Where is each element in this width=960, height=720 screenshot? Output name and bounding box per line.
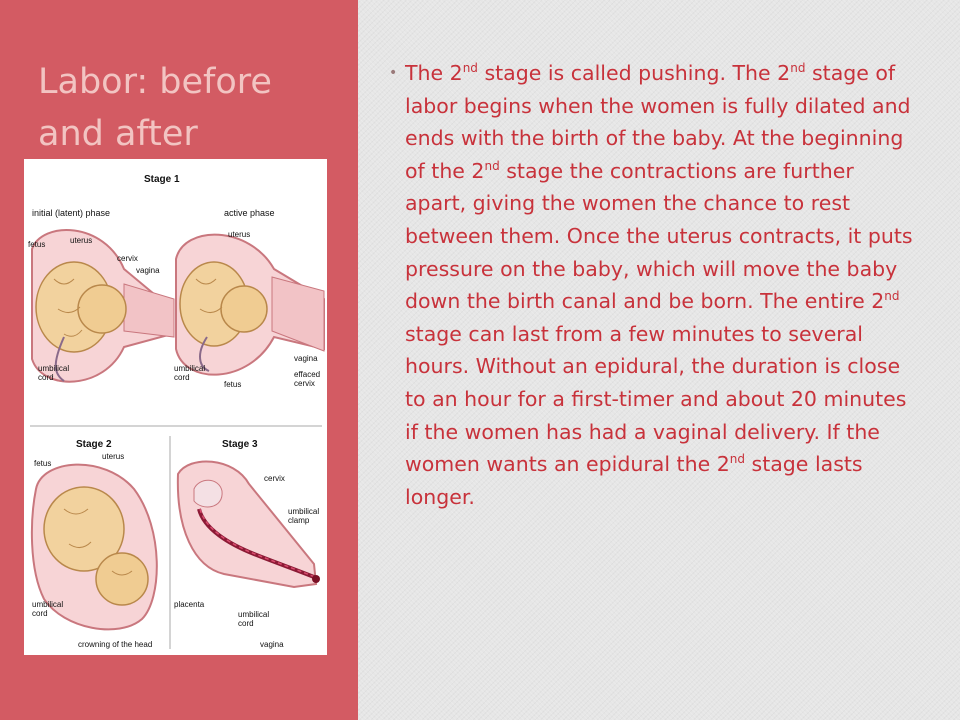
body-seg-10: stage lasts longer. xyxy=(405,452,863,509)
label-clamp2-p4: clamp xyxy=(288,516,310,525)
labor-stages-figure xyxy=(24,159,327,655)
label-cord1-p1: umbilical xyxy=(38,364,70,373)
phase-active-label: active phase xyxy=(224,208,275,218)
label-cord1-p2: umbilical xyxy=(174,364,206,373)
stage2-heading: Stage 2 xyxy=(76,439,112,450)
label-placenta-p4: placenta xyxy=(174,600,205,609)
label-uterus-p1: uterus xyxy=(70,236,93,245)
label-uterus-p2: uterus xyxy=(228,230,251,239)
body-sup-9: nd xyxy=(729,452,745,467)
body-sup-1: nd xyxy=(462,61,478,76)
label-cord1-p3: umbilical xyxy=(32,600,64,609)
label-fetus-p2: fetus xyxy=(224,380,242,389)
bullet-icon: • xyxy=(389,65,398,81)
body-seg-8: stage can last from a few minutes to several hours. Without an epidural, the duration is close to an hour for a first-timer and about 20 minutes if the women has had a vaginal delivery. If the women wants an epidural the 2 xyxy=(405,321,907,477)
label-uterus-p3: uterus xyxy=(102,452,125,461)
label-cord2-p1: cord xyxy=(38,373,54,382)
label-vagina-p2: vagina xyxy=(294,354,318,363)
panel-initial-phase xyxy=(32,230,174,382)
labor-stages-illustration xyxy=(24,159,327,655)
body-seg-2: stage is called pushing. The 2 xyxy=(477,61,791,85)
label-effaced2-p2: cervix xyxy=(294,379,315,388)
body-sup-5: nd xyxy=(484,158,500,173)
label-fetus-p3: fetus xyxy=(34,459,52,468)
label-crowning-p3: crowning of the head xyxy=(78,640,153,649)
label-cord2-p3: cord xyxy=(32,609,48,618)
stage3-heading: Stage 3 xyxy=(222,439,258,450)
label-cord2-p4: cord xyxy=(238,619,254,628)
stage1-heading: Stage 1 xyxy=(144,174,180,185)
label-vagina-p4: vagina xyxy=(260,640,284,649)
label-cord1-p4: umbilical xyxy=(238,610,270,619)
label-cervix-p4: cervix xyxy=(264,474,285,483)
label-cord2-p2: cord xyxy=(174,373,190,382)
phase-initial-label: initial (latent) phase xyxy=(32,208,111,218)
slide-body-text xyxy=(389,57,920,513)
body-seg-4: stage of labor begins when the women is fully dilated and ends with the birth of the baby. At the beginning of the 2 xyxy=(405,61,911,183)
label-fetus-p1: fetus xyxy=(28,240,46,249)
body-sup-7: nd xyxy=(884,289,900,304)
left-panel xyxy=(0,0,358,720)
body-sup-3: nd xyxy=(790,61,806,76)
label-effaced1-p2: effaced xyxy=(294,370,321,379)
body-seg-0: The 2 xyxy=(405,61,463,85)
slide-title: Labor: before and after xyxy=(38,62,272,154)
label-clamp1-p4: umbilical xyxy=(288,507,320,516)
label-vagina-p1: vagina xyxy=(136,266,160,275)
body-seg-6: stage the contractions are further apart, giving the women the chance to rest between them. Once the uterus contracts, it puts pressure on the baby, which will move the baby down the birth canal and be born. The entire 2 xyxy=(405,158,913,314)
label-cervix-p1: cervix xyxy=(117,254,138,263)
